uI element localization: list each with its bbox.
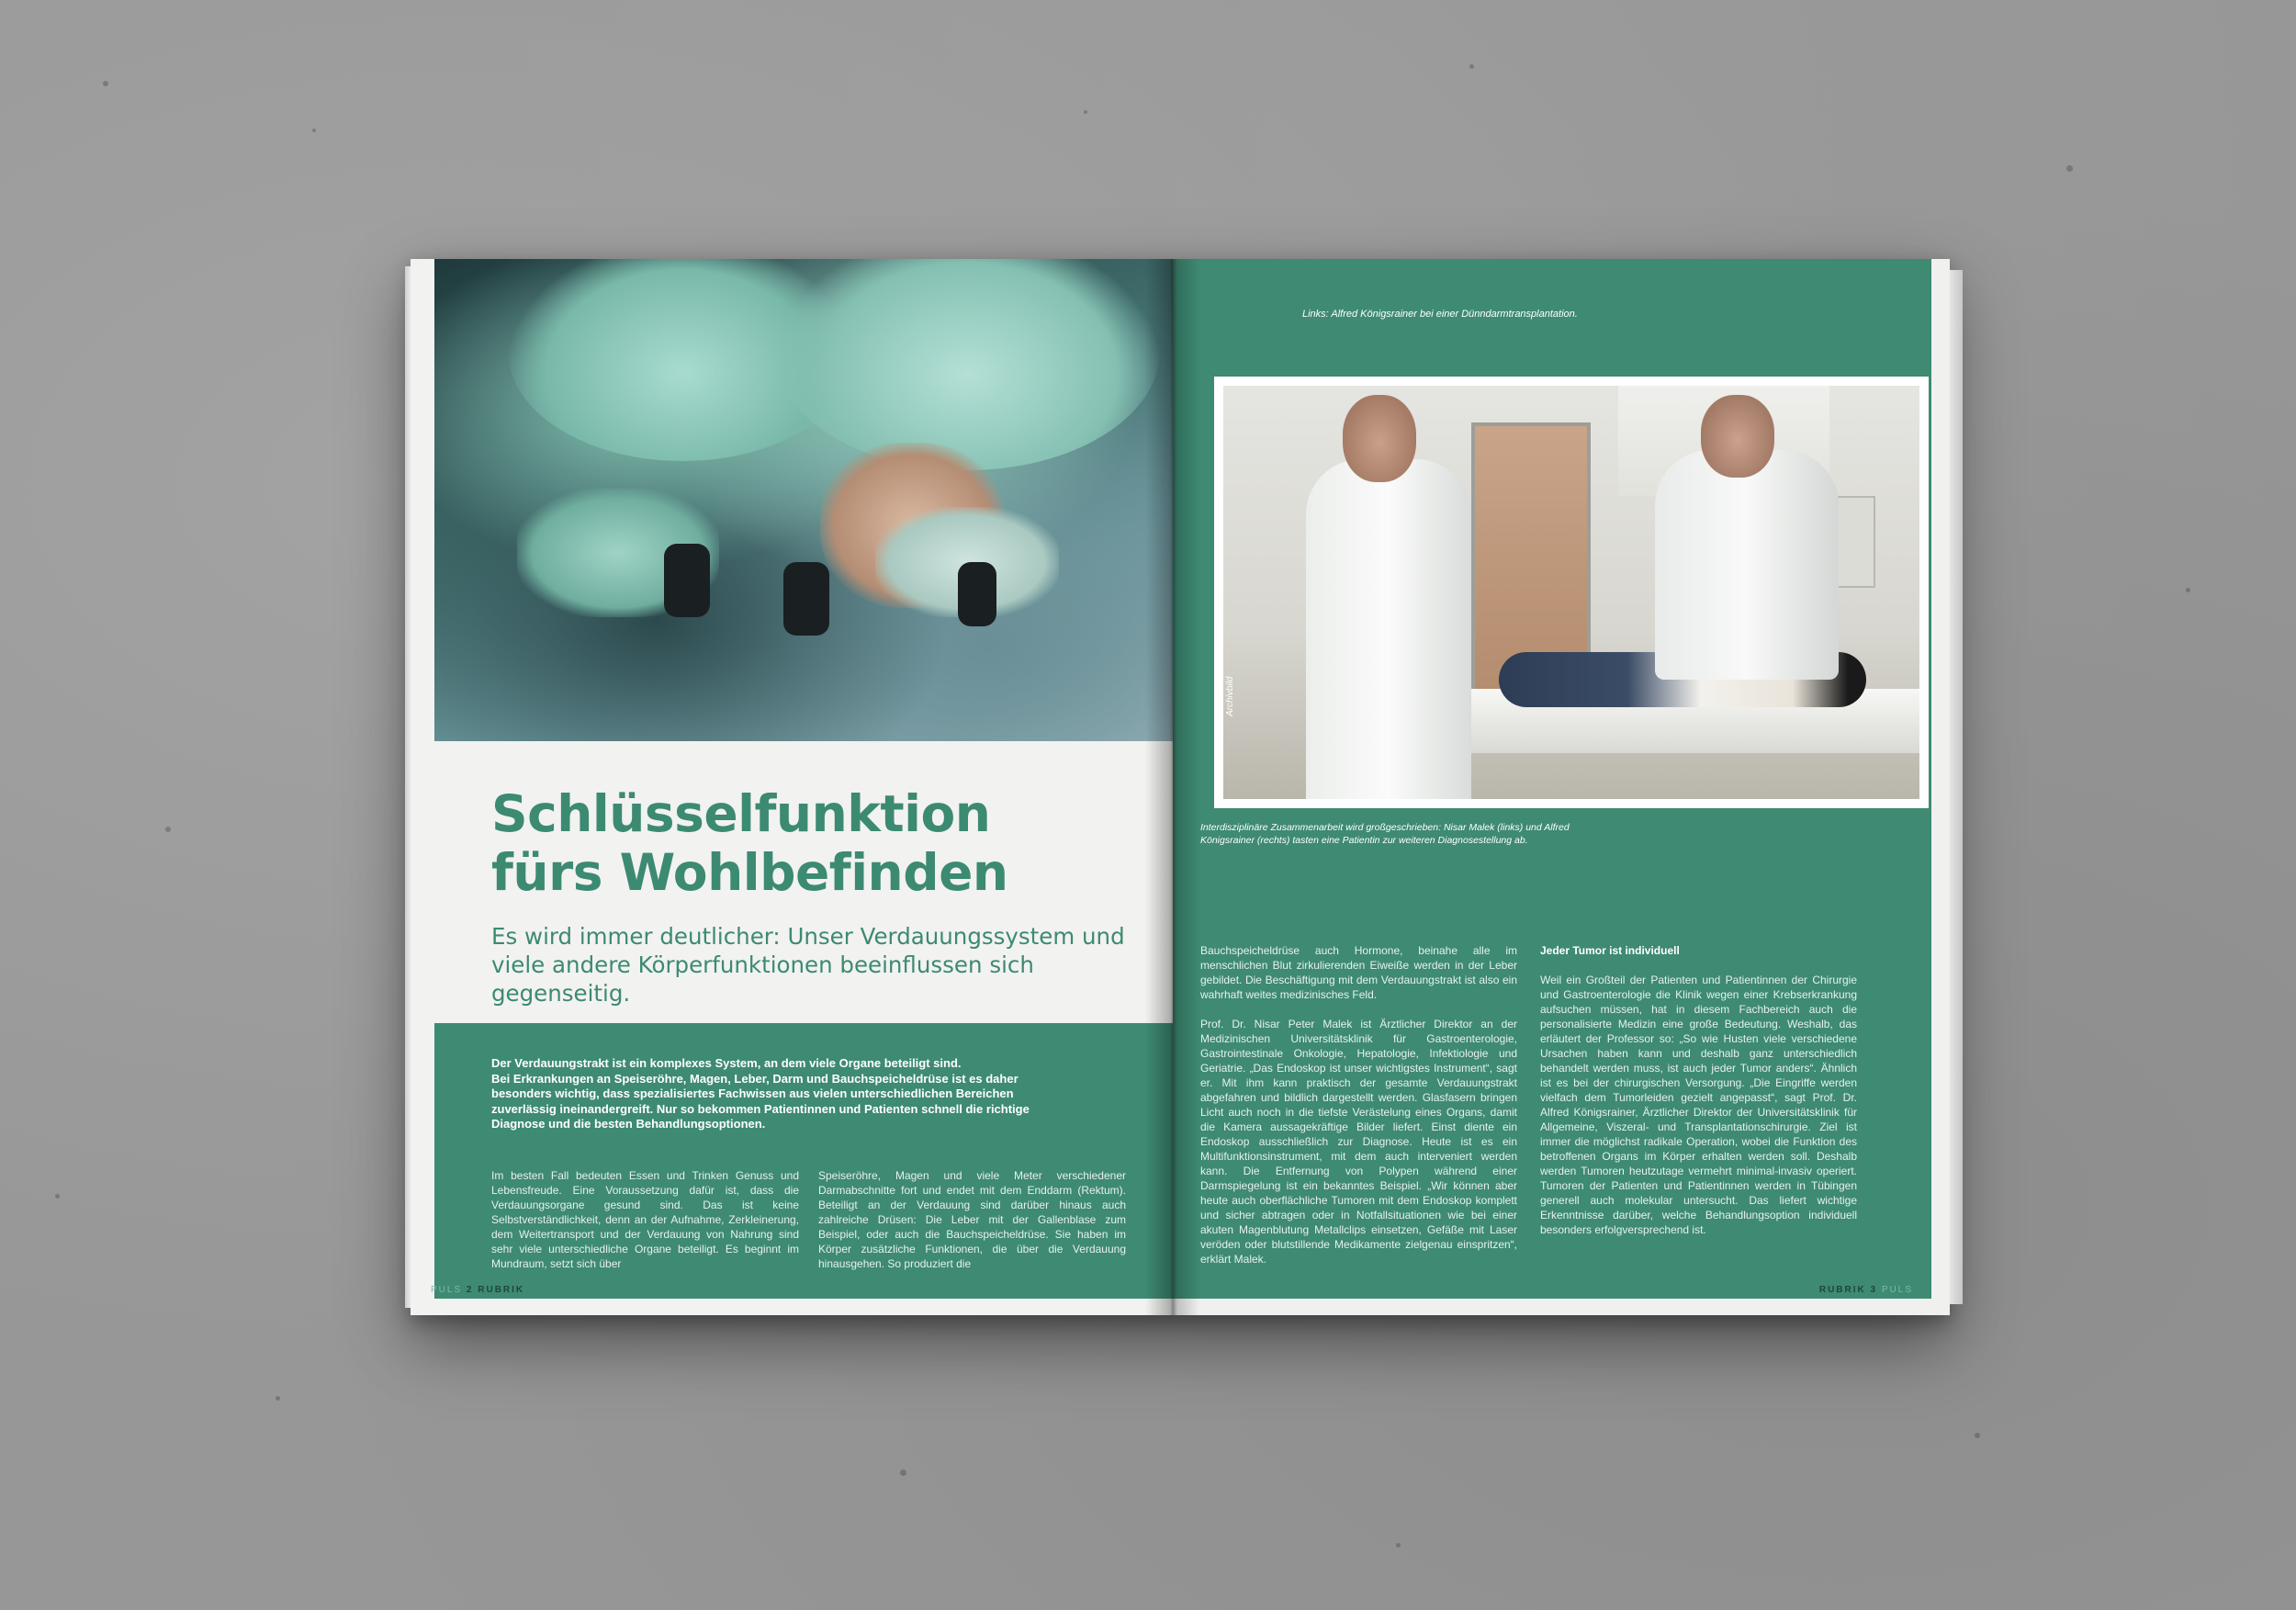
surgical-loupe-right <box>783 562 829 636</box>
right-col1-paragraph-2: Prof. Dr. Nisar Peter Malek ist Ärztlicher Direktor an der Medizinischen Universitätsklinik für Gastroenterologie, Gastrointestinale Onkologie, Hepatologie, Infektiologie und Geriatrie. „Das Endoskop ist unser wichtigstes Instrument“, sagt er. Mit ihm kann praktisch der gesamte Verdauungstrakt abgefahren und bildlich dargestellt werden. Glasfasern bringen Licht auch noch in die tiefste Verästelung eines Organs, damit die Kamera aussagekräftige Bilder liefert. Einst diente ein Endoskop ausschließlich zur Diagnose. Heute ist es ein Multifunktionsinstrument, mit dem auch interveniert werden kann. Die Entfernung von Polypen während einer Darmspiegelung ist ein bekanntes Beispiel. „Wir können aber heute auch oberflächliche Tumoren mit dem Endoskop komplett und sicher abtragen oder in Notfallsituationen wie bei einer akuten Magenblutung Metallclips einsetzen, Gefäße mit Laser veröden oder blutstillende Medikamente zielgenau einspritzen“, erklärt Malek. <box>1200 1018 1517 1266</box>
folio-left <box>431 1285 524 1295</box>
doctors-examining-patient-photo <box>1223 386 1919 799</box>
left-column-1: Im besten Fall bedeuten Essen und Trinken Genuss und Lebensfreude. Eine Voraussetzung dafür ist, dass die Verdauungsorgane gesund sind. Das ist keine Selbstverständlichkeit, denn an der Aufnahme, Zerkleinerung, dem Weitertransport und der Verdauung von Nahrung sind sehr viele unterschiedliche Organe beteiligt. Es beginnt im Mundraum, setzt sich über <box>491 1169 799 1270</box>
top-photo-caption: Links: Alfred Königsrainer bei einer Dünndarmtransplantation. <box>1302 309 1578 320</box>
right-page <box>1173 259 1950 1315</box>
right-col1-paragraph-1: Bauchspeicheldrüse auch Hormone, beinahe alle im menschlichen Blut zirkulierenden Eiweiße werden in der Leber gebildet. Die Beschäftigung mit dem Verdauungstrakt ist also ein wahrhaft weites medizinisches Feld. <box>1200 944 1517 1001</box>
folio-right <box>1819 1285 1913 1295</box>
photo-credit: Archivbild <box>1225 676 1235 716</box>
left-page <box>411 259 1173 1315</box>
surgical-loupe-left <box>664 544 710 617</box>
folio-section: RUBRIK <box>478 1285 525 1295</box>
headline-line-2: fürs Wohlbefinden <box>491 843 1008 902</box>
article-subhead: Es wird immer deutlicher: Unser Verdauungssystem und viele andere Körperfunktionen beeinflussen sich gegenseitig. <box>491 923 1125 1007</box>
article-intro <box>491 1056 1033 1132</box>
doctor-right <box>1655 450 1839 680</box>
concrete-speck <box>1396 1543 1401 1548</box>
intro-line-1: Der Verdauungstrakt ist ein komplexes System, an dem viele Organe beteiligt sind. <box>491 1056 962 1070</box>
headline-line-1: Schlüsselfunktion <box>491 784 991 843</box>
concrete-speck <box>312 129 316 132</box>
doctors-photo-frame <box>1214 377 1929 808</box>
surgical-loupe-right-2 <box>958 562 996 626</box>
folio-section: RUBRIK <box>1818 1285 1866 1295</box>
intro-line-2: Bei Erkrankungen an Speiseröhre, Magen, Leber, Darm und Bauchspeicheldrüse ist es daher besonders wichtig, dass spezialisiertes Fachwissen aus vielen unterschiedlichen Bereichen zuverlässig ineinandergreift. Nur so bekommen Patientinnen und Patienten schnell die richtige Diagnose und die besten Behandlungsoptionen. <box>491 1071 1030 1131</box>
folio-brand: PULS <box>1881 1285 1913 1295</box>
concrete-speck <box>2066 165 2073 172</box>
surgeons-hero-photo <box>434 259 1173 741</box>
magazine-spread <box>411 259 1950 1315</box>
surgical-cap-right <box>774 259 1160 470</box>
doctor-left-head <box>1343 395 1416 482</box>
photo-caption: Interdisziplinäre Zusammenarbeit wird großgeschrieben: Nisar Malek (links) und Alfred Königsrainer (rechts) tasten eine Patientin zur weiteren Diagnosestellung ab. <box>1200 822 1570 846</box>
doctor-left <box>1306 459 1471 799</box>
concrete-speck <box>103 81 108 86</box>
concrete-speck <box>2186 588 2190 592</box>
concrete-speck <box>55 1194 60 1199</box>
section-heading: Jeder Tumor ist individuell <box>1540 944 1680 957</box>
left-column-2: Speiseröhre, Magen und viele Meter verschiedener Darmabschnitte fort und endet mit dem Enddarm (Rektum). Beteiligt an der Verdauung sind darüber hinaus auch zahlreiche Drüsen: Die Leber mit der Gallenblase zum Beispiel, oder auch die Bauchspeicheldrüse. Sie haben im Körper zusätzliche Funktionen, die über die Verdauung hinausgehen. So produziert die <box>818 1169 1126 1270</box>
concrete-speck <box>1469 64 1474 69</box>
page-edge-right <box>1950 270 1963 1304</box>
right-column-1 <box>1200 943 1517 1281</box>
concrete-speck <box>900 1469 906 1476</box>
concrete-speck <box>276 1396 280 1401</box>
right-col2-paragraph-1: Weil ein Großteil der Patienten und Patientinnen der Chirurgie und Gastroenterologie die Klinik wegen einer Krebserkrankung aufsuchen müssen, hat in diesem Fachbereich auch die personalisierte Medizin eine große Bedeutung. Weshalb, das erläutert der Professor so: „So wie Husten viele verschiedene Ursachen haben kann und deshalb ganz unterschiedlich behandelt werden muss, ist auch jeder Tumor anders“. Ähnlich ist es bei der chirurgischen Versorgung. „Die Eingriffe werden vielfach dem Tumorleiden gezielt angepasst“, sagt Prof. Dr. Alfred Königsrainer, Ärztlicher Direktor der Universitätsklinik für Allgemeine, Viszeral- und Transplantationschirurgie. Ziel ist immer die möglichst radikale Operation, wobei die Funktion des betroffenen Organs im Körper erhalten werden soll. Deshalb werden Tumoren heutzutage vermehrt minimal-invasiv operiert. Tumoren der Patienten und Patientinnen werden in Tübingen generell auch molekular untersucht. Das liefert wichtige Erkenntnisse darüber, welche Behandlungsoption individuell besonders erfolgversprechend ist. <box>1540 974 1857 1236</box>
concrete-speck <box>1975 1433 1980 1438</box>
concrete-speck <box>165 827 171 832</box>
article-headline <box>491 784 1134 902</box>
folio-page-number: 2 <box>466 1285 474 1295</box>
folio-brand: PULS <box>431 1285 463 1295</box>
right-column-2 <box>1540 943 1857 1252</box>
concrete-speck <box>1084 110 1087 114</box>
doctor-right-head <box>1701 395 1774 478</box>
folio-page-number: 3 <box>1870 1285 1878 1295</box>
